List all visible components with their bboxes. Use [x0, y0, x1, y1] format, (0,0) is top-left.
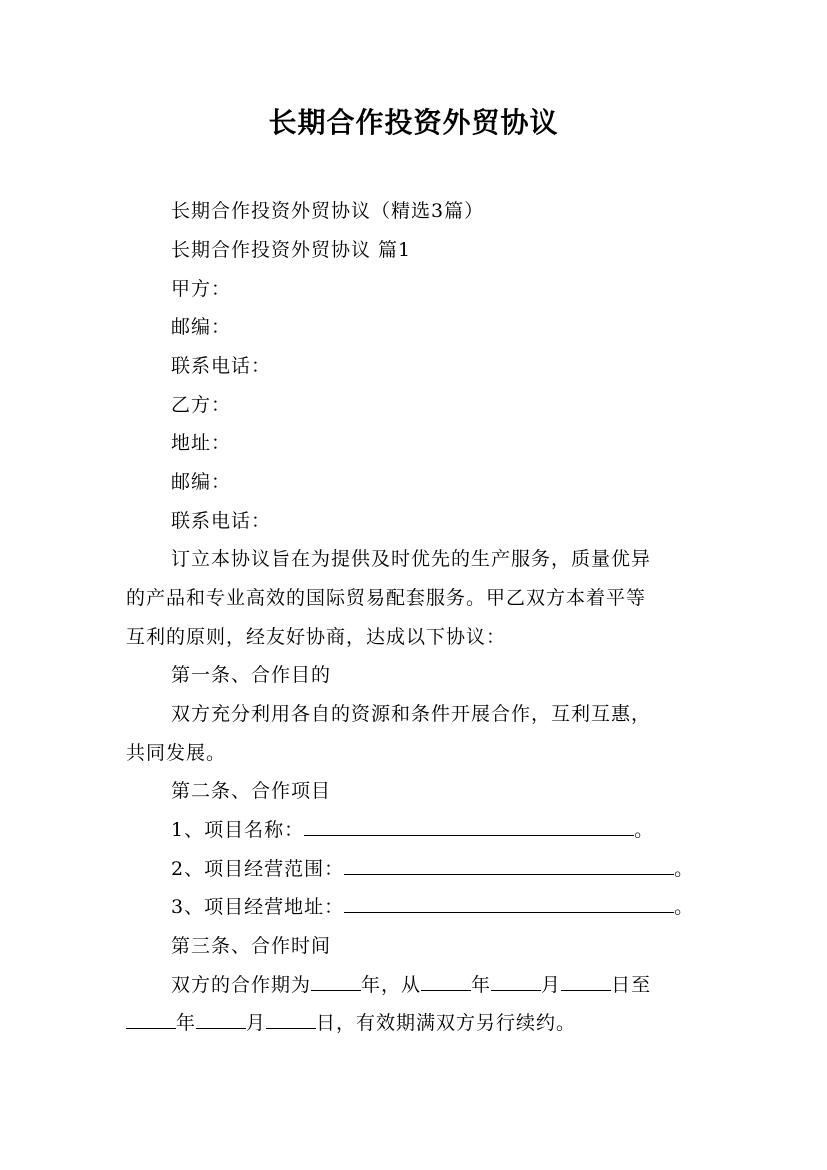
article-1-heading: 第一条、合作目的: [171, 664, 332, 686]
term-years-blank: [311, 972, 361, 991]
intro-line-2: 的产品和专业高效的国际贸易配套服务。甲乙双方本着平等: [126, 587, 647, 609]
party-a-label: 甲方：: [171, 278, 232, 300]
end-day-blank: [266, 1010, 316, 1029]
article-3-line-1: [171, 972, 651, 998]
party-a-phone-label: 联系电话：: [171, 355, 272, 377]
start-month-blank: [491, 972, 541, 991]
item-2-label: 2、项目经营范围：: [171, 858, 345, 880]
term-text-7: 月: [246, 1012, 267, 1034]
start-day-blank: [561, 972, 611, 991]
article-1-line-2: 共同发展。: [126, 742, 227, 764]
article-1-line-1: 双方充分利用各自的资源和条件开展合作，互利互惠，: [171, 703, 652, 725]
end-month-blank: [196, 1010, 246, 1029]
start-year-blank: [421, 972, 471, 991]
term-text-8: 日，有效期满双方另行续约。: [316, 1012, 577, 1034]
article-2-item-3: [171, 894, 694, 920]
party-b-address-label: 地址：: [171, 432, 232, 454]
party-b-label: 乙方：: [171, 394, 232, 416]
article-3-line-2: [126, 1010, 576, 1036]
article-3-heading: 第三条、合作时间: [171, 935, 332, 957]
party-a-postcode-label: 邮编：: [171, 316, 232, 338]
term-text-2: 年，从: [361, 974, 422, 996]
article-2-item-2: [171, 856, 694, 882]
item-1-blank: [304, 817, 634, 836]
term-text-4: 月: [541, 974, 562, 996]
item-2-blank: [344, 856, 674, 875]
part-heading: 长期合作投资外贸协议 篇1: [171, 239, 412, 261]
term-text-1: 双方的合作期为: [171, 974, 312, 996]
term-text-5: 日至: [611, 974, 652, 996]
item-3-label: 3、项目经营地址：: [171, 896, 345, 918]
subtitle: 长期合作投资外贸协议（精选3篇）: [171, 200, 485, 222]
document-title: 长期合作投资外贸协议: [268, 106, 559, 139]
intro-line-3: 互利的原则，经友好协商，达成以下协议：: [126, 626, 507, 648]
end-year-blank: [126, 1010, 176, 1029]
item-1-label: 1、项目名称：: [171, 819, 305, 841]
article-2-item-1: [171, 817, 654, 843]
article-2-heading: 第二条、合作项目: [171, 780, 332, 802]
item-1-end-mark: 。: [634, 819, 655, 841]
term-text-3: 年: [471, 974, 492, 996]
item-3-end-mark: 。: [674, 896, 695, 918]
intro-line-1: 订立本协议旨在为提供及时优先的生产服务，质量优异: [171, 548, 652, 570]
term-text-6: 年: [176, 1012, 197, 1034]
party-b-phone-label: 联系电话：: [171, 510, 272, 532]
item-3-blank: [344, 894, 674, 913]
party-b-postcode-label: 邮编：: [171, 471, 232, 493]
item-2-end-mark: 。: [674, 858, 695, 880]
